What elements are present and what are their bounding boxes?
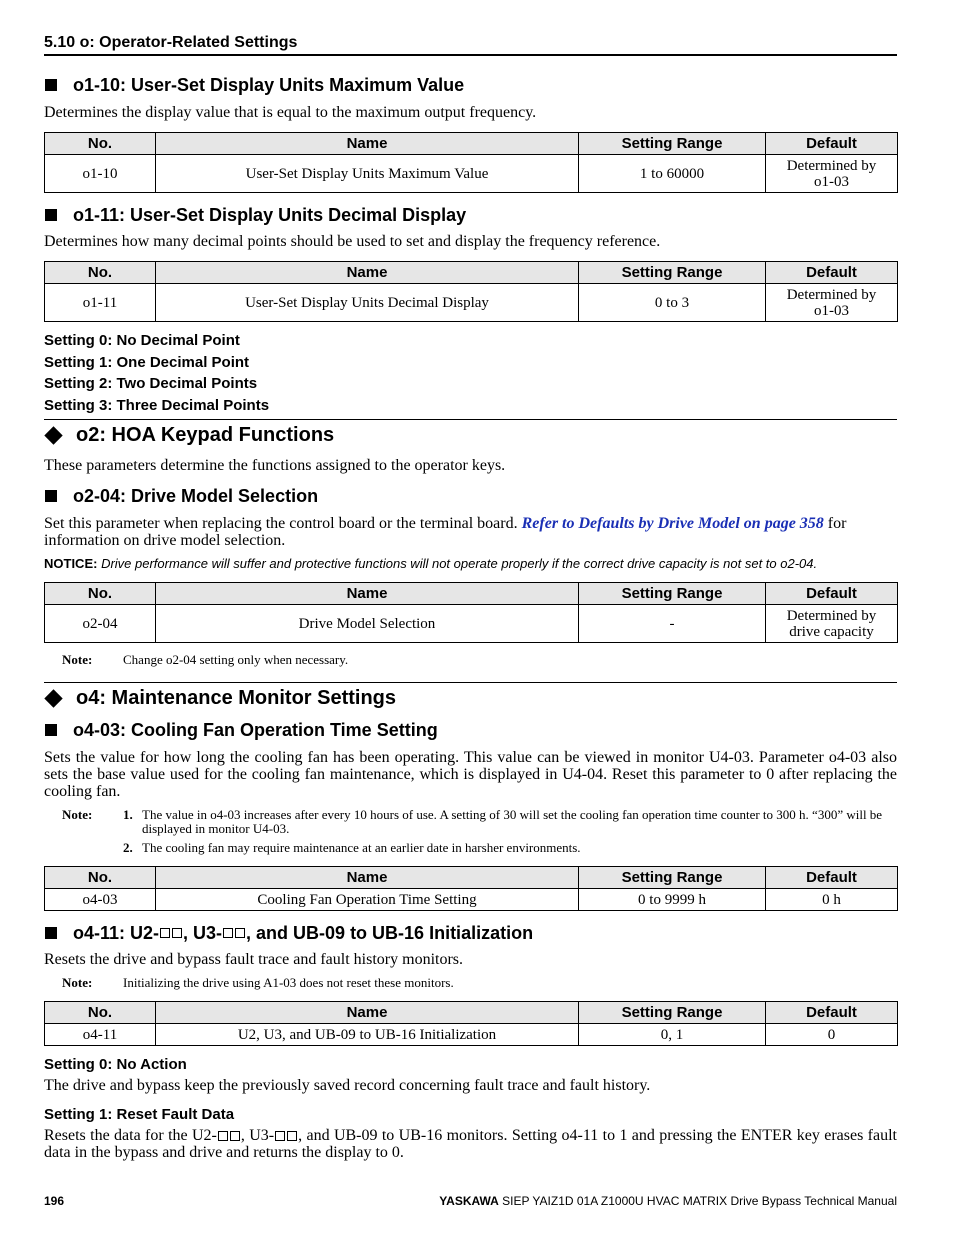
setting-title: Setting 1: Reset Fault Data (44, 1106, 235, 1123)
square-bullet-icon (45, 724, 57, 736)
param-name: Cooling Fan Operation Time Setting (156, 889, 579, 911)
param-default: Determined by o1-03 (766, 284, 898, 322)
note: Note: Change o2-04 setting only when necessary. (62, 652, 349, 667)
param-range: 0 to 3 (579, 284, 766, 322)
note: 2. The cooling fan may require maintenance at an earlier date in harsher environments. (123, 840, 581, 855)
diamond-bullet-icon (44, 426, 62, 444)
placeholder-box-icon (223, 928, 233, 938)
desc-o1-11: Determines how many decimal points should be used to set and display the frequency reference. (44, 233, 661, 250)
heading-o4-11: o4-11: U2- , U3- , and UB-09 to UB-16 Initialization (44, 922, 897, 944)
note: Note: 1. The value in o4-03 increases after every 10 hours of use. A setting of 30 will set the cooling fan operation time counter to 300 h. “300” will be displayed in monitor U4-03. (62, 807, 883, 836)
param-default: Determined by o1-03 (766, 155, 898, 193)
param-range: 0 to 9999 h (579, 889, 766, 911)
desc-o2: These parameters determine the functions assigned to the operator keys. (44, 457, 506, 474)
placeholder-box-icon (172, 928, 182, 938)
param-default: 0 (766, 1024, 898, 1046)
section-divider (44, 682, 897, 683)
heading-o2-04: o2-04: Drive Model Selection (44, 485, 897, 507)
setting-item: Setting 0: No Decimal Point (44, 332, 240, 349)
setting-desc: Resets the data for the U2- , U3- , and UB-09 to UB-16 monitors. Setting o4-11 to 1 and pressing the ENTER key erases fault data in the bypass and drive and returns the display to 0. (44, 1127, 898, 1161)
placeholder-box-icon (218, 1131, 228, 1141)
setting-desc: The drive and bypass keep the previously saved record concerning fault trace and fault history. (44, 1077, 651, 1094)
param-range: 0, 1 (579, 1024, 766, 1046)
placeholder-box-icon (275, 1131, 285, 1141)
page-number: 196 (44, 1194, 65, 1208)
desc-o4-03: Sets the value for how long the cooling fan has been operating. This value can be viewed in monitor U4-03. Parameter o4-03 also sets the base value used for the cooling fan maintenance, which is displayed in U4-04. Reset this parameter to 0 after replacing the cooling fan. (44, 749, 897, 800)
param-default: Determined by drive capacity (766, 605, 898, 643)
square-bullet-icon (45, 927, 57, 939)
square-bullet-icon (45, 79, 57, 91)
desc-o4-11: Resets the drive and bypass fault trace and fault history monitors. (44, 951, 464, 968)
setting-item: Setting 3: Three Decimal Points (44, 397, 270, 414)
notice: NOTICE: Drive performance will suffer and protective functions will not operate properly if the correct drive capacity is not set to o2-04. (44, 556, 818, 571)
cross-reference-link[interactable]: Refer to Defaults by Drive Model on page 358 (521, 515, 824, 532)
section-divider (44, 419, 897, 420)
section-o1-10 (44, 74, 897, 96)
placeholder-box-icon (235, 928, 245, 938)
param-table-o4-03: No. Name Setting Range Default o4-03 Cooling Fan Operation Time Setting 0 to 9999 h 0 h (44, 866, 898, 911)
param-range: 1 to 60000 (579, 155, 766, 193)
param-default: 0 h (766, 889, 898, 911)
param-no: o1-11 (45, 284, 156, 322)
param-name: Drive Model Selection (156, 605, 579, 643)
heading-o1-10: o1-10: User-Set Display Units Maximum Value (44, 74, 897, 96)
param-no: o2-04 (45, 605, 156, 643)
note: Note: Initializing the drive using A1-03 does not reset these monitors. (62, 975, 454, 990)
heading-o1-11: o1-11: User-Set Display Units Decimal Display (44, 204, 897, 226)
param-range: - (579, 605, 766, 643)
square-bullet-icon (45, 209, 57, 221)
param-name: User-Set Display Units Decimal Display (156, 284, 579, 322)
running-head: 5.10 o: Operator-Related Settings (44, 34, 897, 56)
square-bullet-icon (45, 490, 57, 502)
placeholder-box-icon (160, 928, 170, 938)
setting-item: Setting 1: One Decimal Point (44, 354, 250, 371)
param-no: o4-11 (45, 1024, 156, 1046)
heading-o4: o4: Maintenance Monitor Settings (44, 685, 897, 711)
param-no: o4-03 (45, 889, 156, 911)
diamond-bullet-icon (44, 689, 62, 707)
desc-o2-04: Set this parameter when replacing the control board or the terminal board. Refer to Defaults by Drive Model on page 358 for information on drive model selection. (44, 515, 847, 549)
placeholder-box-icon (287, 1131, 297, 1141)
param-table-o1-10: No. Name Setting Range Default o1-10 User-Set Display Units Maximum Value 1 to 60000 Determined by o1-03 (44, 132, 898, 193)
param-table-o2-04: No. Name Setting Range Default o2-04 Drive Model Selection - Determined by drive capacity (44, 582, 898, 643)
setting-item: Setting 2: Two Decimal Points (44, 375, 258, 392)
param-table-o4-11: No. Name Setting Range Default o4-11 U2, U3, and UB-09 to UB-16 Initialization 0, 1 0 (44, 1001, 898, 1046)
placeholder-box-icon (230, 1131, 240, 1141)
manual-title: YASKAWA SIEP YAIZ1D 01A Z1000U HVAC MATRIX Drive Bypass Technical Manual (439, 1194, 897, 1208)
heading-o4-03: o4-03: Cooling Fan Operation Time Setting (44, 719, 897, 741)
param-no: o1-10 (45, 155, 156, 193)
param-table-o1-11: No. Name Setting Range Default o1-11 User-Set Display Units Decimal Display 0 to 3 Determined by o1-03 (44, 261, 898, 322)
desc-o1-10: Determines the display value that is equal to the maximum output frequency. (44, 104, 537, 121)
param-name: U2, U3, and UB-09 to UB-16 Initialization (156, 1024, 579, 1046)
page-footer (44, 1194, 897, 1208)
heading-o2: o2: HOA Keypad Functions (44, 422, 897, 448)
param-name: User-Set Display Units Maximum Value (156, 155, 579, 193)
setting-title: Setting 0: No Action (44, 1056, 187, 1073)
